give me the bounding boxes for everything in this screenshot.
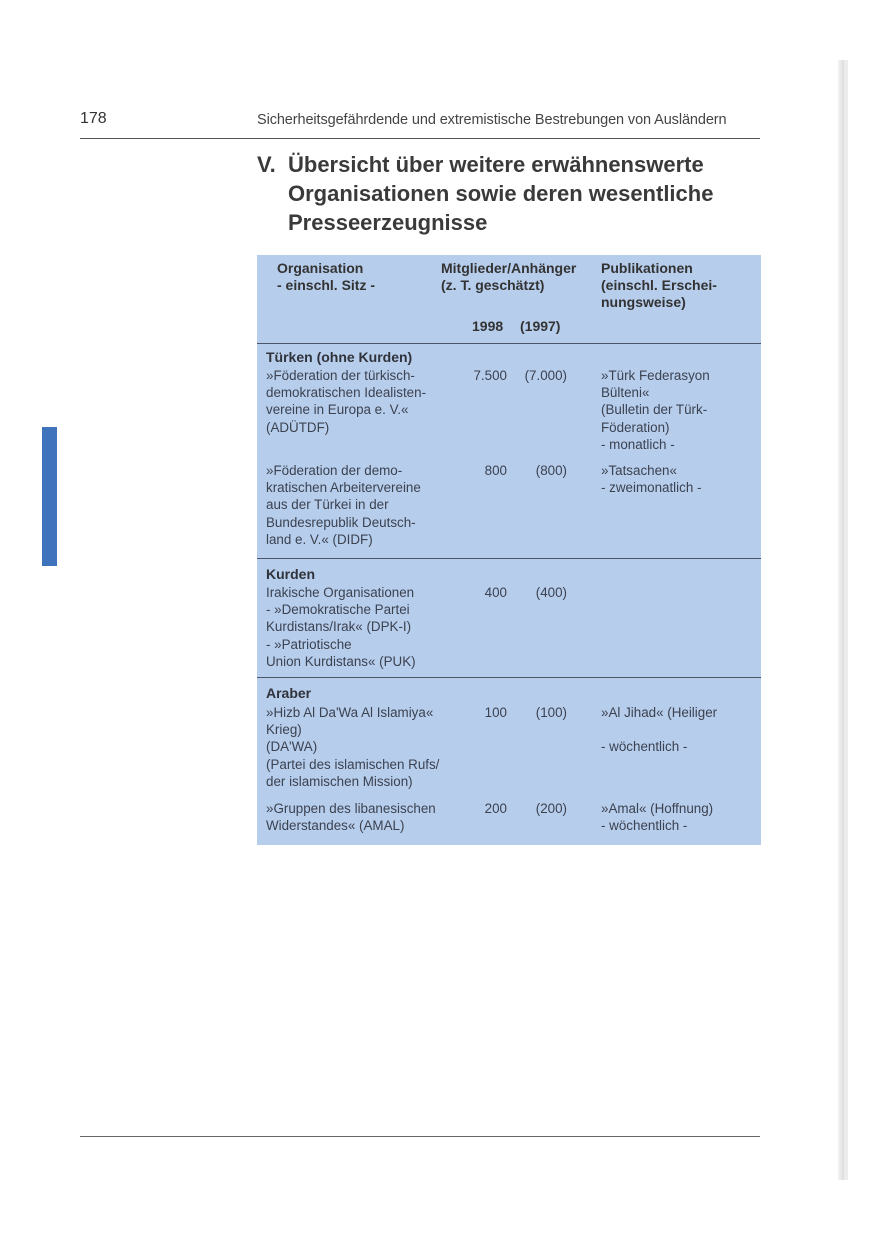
header-year-current: 1998	[472, 318, 504, 334]
members-1998: 7.500	[473, 368, 507, 383]
group-title-arabs: Araber	[266, 685, 312, 701]
header-publications: Publikationen (einschl. Erschei- nungsweise)	[601, 260, 717, 310]
group-title-kurds: Kurden	[266, 566, 315, 582]
header-members: Mitglieder/Anhänger (z. T. geschätzt)	[441, 260, 577, 293]
organisations-table	[257, 255, 761, 845]
section-title	[257, 150, 777, 237]
section-number: V.	[257, 152, 276, 177]
header-rule	[80, 138, 760, 139]
group-rule	[257, 558, 761, 559]
members-1997: (200)	[535, 801, 567, 816]
section-title-line: Presseerzeugnisse	[288, 210, 488, 235]
org-adutdf: »Föderation der türkisch- demokratischen Idealisten- vereine in Europa e. V.« (ADÜTDF)	[266, 368, 427, 435]
members-1997: (100)	[535, 705, 567, 720]
group-rule	[257, 677, 761, 678]
footer-rule	[80, 1136, 760, 1137]
members-1998: 800	[484, 463, 507, 478]
org-didf: »Föderation der demo- kratischen Arbeitervereine aus der Türkei in der Bundesrepublik Deutsch- land e. V.« (DIDF)	[266, 463, 421, 547]
pub-dawa: »Al Jihad« (Heiliger - wöchentlich -	[601, 705, 718, 755]
org-amal: »Gruppen des libanesischen Widerstandes« (AMAL)	[266, 801, 436, 834]
org-iraqi-kurdish: Irakische Organisationen - »Demokratische Partei Kurdistans/Irak« (DPK-I) - »Patriotische Union Kurdistans« (PUK)	[266, 585, 416, 669]
pub-amal: »Amal« (Hoffnung) - wöchentlich -	[601, 801, 714, 834]
running-head: Sicherheitsgefährdende und extremistische Bestrebungen von Ausländern	[257, 112, 727, 128]
header-year-previous: (1997)	[520, 318, 561, 334]
header-organisation: Organisation - einschl. Sitz -	[277, 260, 376, 293]
chapter-marker-bar	[42, 427, 57, 566]
header-rule	[257, 343, 761, 344]
pub-didf: »Tatsachen« - zweimonatlich -	[601, 463, 702, 496]
section-title-line: Übersicht über weitere erwähnenswerte	[288, 152, 704, 177]
section-title-line: Organisationen sowie deren wesentliche	[288, 181, 714, 206]
org-dawa: »Hizb Al Da'Wa Al Islamiya« Krieg) (DA'WA) (Partei des islamischen Rufs/ der islamischen Mission)	[266, 705, 440, 789]
members-1997: (7.000)	[524, 368, 567, 383]
members-1997: (400)	[535, 585, 567, 600]
group-title-turks: Türken (ohne Kurden)	[266, 349, 413, 365]
pub-adutdf: »Türk Federasyon Bülteni« (Bulletin der Türk- Föderation) - monatlich -	[601, 368, 710, 452]
members-1998: 400	[484, 585, 507, 600]
page-number: 178	[80, 110, 107, 127]
members-1997: (800)	[535, 463, 567, 478]
members-1998: 200	[484, 801, 507, 816]
members-1998: 100	[484, 705, 507, 720]
page-edge-shadow	[844, 60, 848, 1180]
